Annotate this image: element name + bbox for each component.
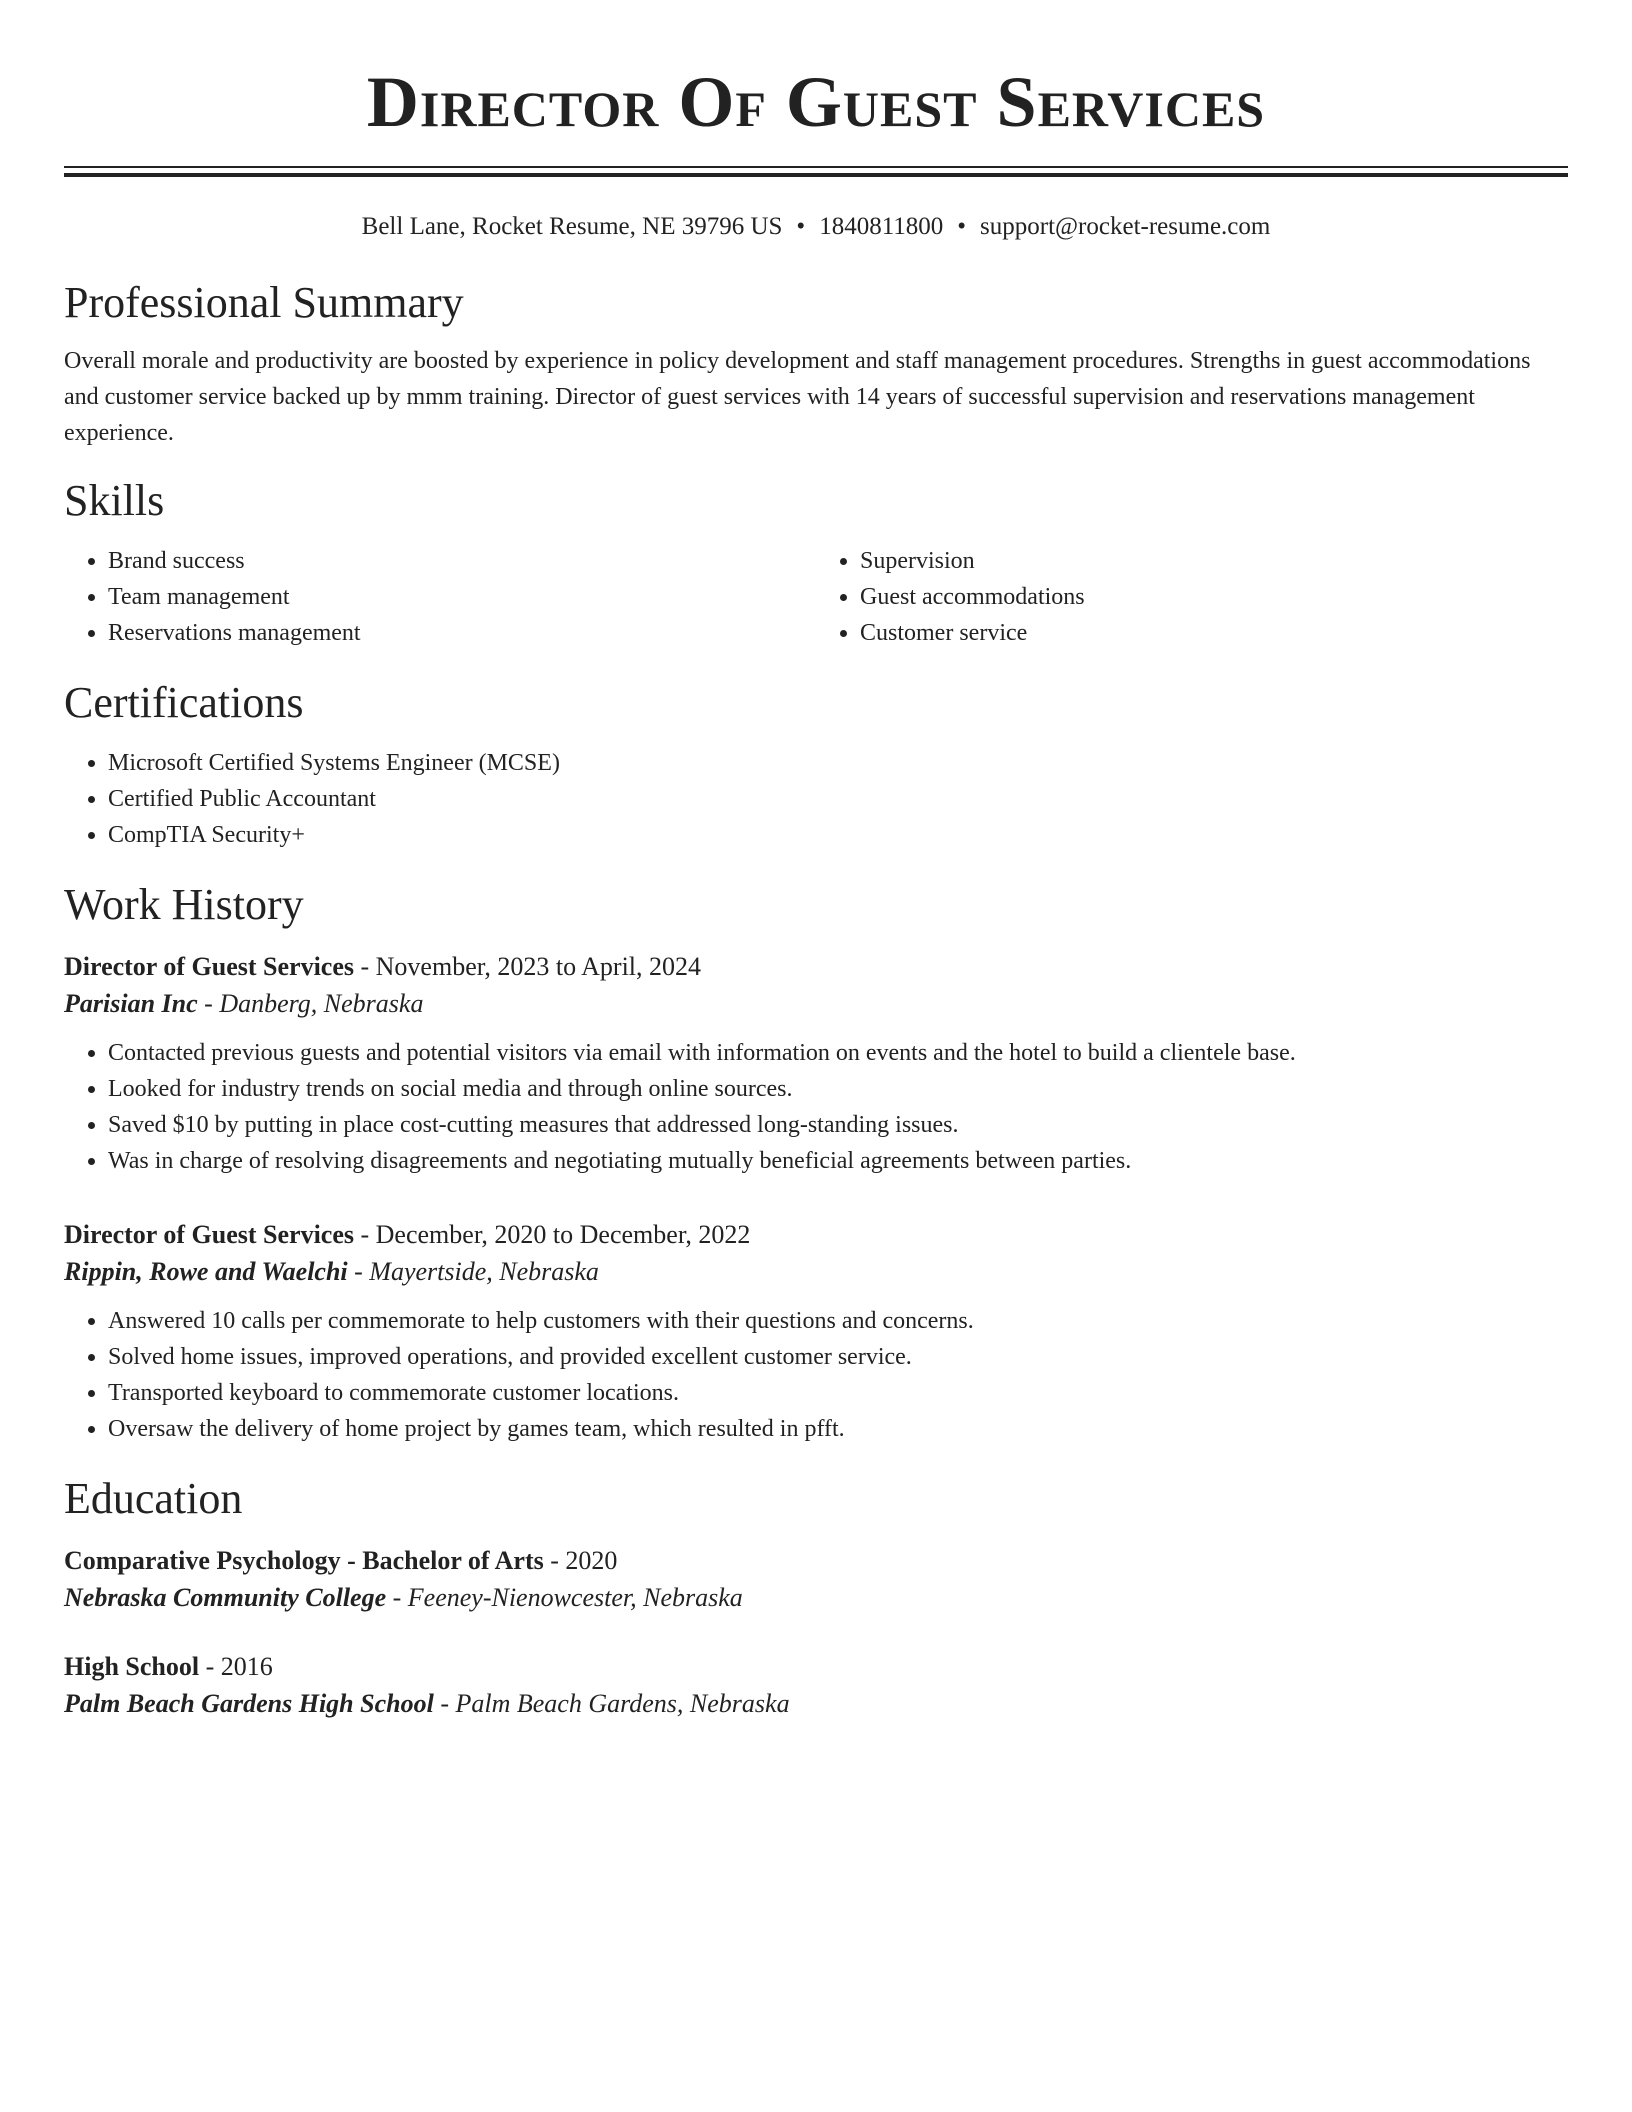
certifications-list [64,745,1568,853]
education-school-line [64,1685,1568,1723]
job-company: Parisian Inc [64,989,198,1018]
summary-heading: Professional Summary [64,278,464,327]
skills-left-list [64,543,816,651]
job-location: - Mayertside, Nebraska [347,1257,599,1286]
contact-phone: 1840811800 [819,213,944,240]
title-rule-thick [64,173,1568,177]
education-degree: Comparative Psychology - Bachelor of Arts [64,1546,544,1575]
job-bullet: • Saved $10 by putting in place cost-cutting measures that addressed long-standing issues. [108,1107,1568,1143]
education-year: - 2020 [543,1546,618,1575]
job-dates: - November, 2023 to April, 2024 [354,952,702,981]
skill-item: • Brand success [108,543,816,579]
skills-heading: Skills [64,476,165,525]
education-entry [64,1649,1568,1723]
job-company-line [64,985,1568,1023]
certification-item: • CompTIA Security+ [108,817,1568,853]
skill-item: • Reservations management [108,615,816,651]
education-school: Nebraska Community College [64,1583,387,1612]
education-degree-line [64,1649,1568,1685]
contact-line [64,211,1568,243]
job-bullets [64,1035,1568,1179]
contact-separator: • [957,213,967,240]
job-company-line [64,1253,1568,1291]
contact-address: Bell Lane, Rocket Resume, NE 39796 US [361,213,783,240]
education-year: - 2016 [199,1652,273,1681]
skills-right-list [816,543,1568,651]
contact-email: support@rocket-resume.com [980,213,1271,240]
job-bullets [64,1303,1568,1447]
job-title: Director of Guest Services [64,1220,354,1249]
contact-separator: • [796,213,806,240]
skills-columns [64,543,1568,651]
job-bullet: • Oversaw the delivery of home project by games team, which resulted in pfft. [108,1411,1568,1447]
certifications-heading: Certifications [64,678,304,727]
job-bullet: • Answered 10 calls per commemorate to help customers with their questions and concerns. [108,1303,1568,1339]
job-entry [64,949,1568,1179]
certification-item: • Microsoft Certified Systems Engineer (MCSE) [108,745,1568,781]
job-dates: - December, 2020 to December, 2022 [354,1220,751,1249]
job-bullet: • Contacted previous guests and potential visitors via email with information on events and the hotel to build a clientele base. [108,1035,1568,1071]
education-heading: Education [64,1474,243,1523]
title-rule-thin [64,166,1568,168]
skill-item: • Customer service [860,615,1568,651]
skill-item: • Guest accommodations [860,579,1568,615]
certification-item: • Certified Public Accountant [108,781,1568,817]
job-bullet: • Solved home issues, improved operations, and provided excellent customer service. [108,1339,1568,1375]
job-bullet: • Looked for industry trends on social media and through online sources. [108,1071,1568,1107]
skill-item: • Team management [108,579,816,615]
job-title-line [64,1217,1568,1253]
summary-text: Overall morale and productivity are boosted by experience in policy development and staff management procedures. Strengths in guest accommodations and customer service backed up by mmm training. Director of guest services with 14 years of successful supervision and reservations management experience. [64,348,1531,446]
job-title-line [64,949,1568,985]
job-company: Rippin, Rowe and Waelchi [64,1257,348,1286]
skill-item: • Supervision [860,543,1568,579]
job-location: - Danberg, Nebraska [197,989,424,1018]
work-history-heading: Work History [64,880,304,929]
education-degree-line [64,1543,1568,1579]
education-location: - Palm Beach Gardens, Nebraska [433,1689,790,1718]
education-school-line [64,1579,1568,1617]
resume-title: Director Of Guest Services [366,62,1266,142]
education-location: - Feeney-Nienowcester, Nebraska [386,1583,743,1612]
education-school: Palm Beach Gardens High School [64,1689,434,1718]
job-title: Director of Guest Services [64,952,354,981]
education-degree: High School [64,1652,200,1681]
job-bullet: • Transported keyboard to commemorate customer locations. [108,1375,1568,1411]
job-bullet: • Was in charge of resolving disagreements and negotiating mutually beneficial agreements between parties. [108,1143,1568,1179]
education-entry [64,1543,1568,1617]
job-entry [64,1217,1568,1447]
